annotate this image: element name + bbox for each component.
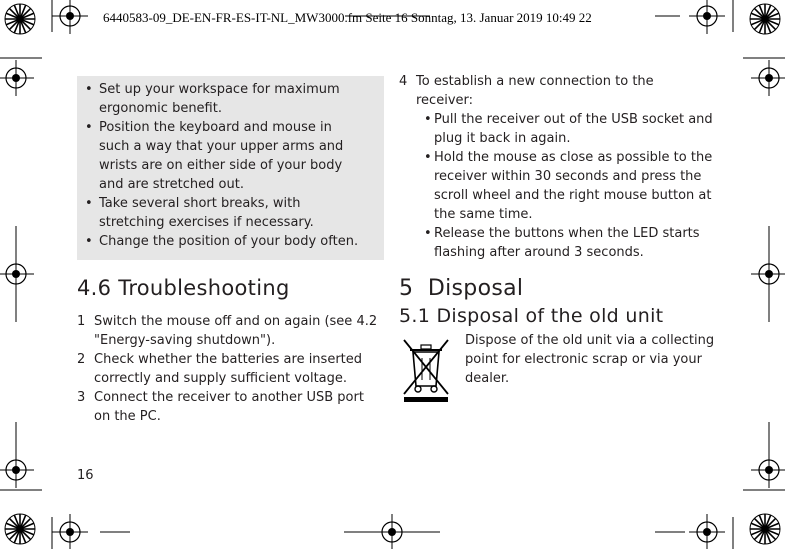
step-number: 4 [399,74,408,89]
step-number: 2 [77,352,86,367]
step-four [399,72,721,262]
page-number: 16 [77,468,94,483]
step-text: Check whether the batteries are inserted correctly and supply sufficient voltage. [94,352,363,386]
list-item [77,350,379,388]
list-item: • Pull the receiver out of the USB socket and plug it back in again. [416,110,714,148]
list-item [77,388,379,426]
step-text: Switch the mouse off and on again (see 4.2 "Energy-saving shutdown"). [94,314,378,348]
step-text: To establish a new connection to the receiver: [416,74,654,108]
ergonomics-tips-box [77,76,384,260]
list-item: • Take several short breaks, with stretching exercises if necessary. [77,194,361,232]
list-item: • Hold the mouse as close as possible to the receiver within 30 seconds and press the scroll wheel and the right mouse button at the same time. [416,148,716,224]
list-item: • Change the position of your body often. [77,232,389,251]
list-item: • Release the buttons when the LED starts flashing after around 3 seconds. [416,224,716,262]
subsection-heading-disposal: 5.1 Disposal of the old unit [399,305,664,327]
step-number: 3 [77,390,86,405]
tips-list [77,80,389,251]
disposal-text: Dispose of the old unit via a collecting point for electronic scrap or via your dealer. [465,333,715,386]
section-heading-disposal: 5 Disposal [399,276,524,301]
step-text: Connect the receiver to another USB port on the PC. [94,390,364,424]
list-item [77,312,379,350]
list-item [399,72,721,262]
step-four-bullets [416,110,721,262]
list-item: • Position the keyboard and mouse in such a way that your upper arms and wrists are on either side of your body and are stretched out. [77,118,361,194]
crossed-out-wheelie-bin-icon [400,336,452,404]
print-header: 6440583-09_DE-EN-FR-ES-IT-NL_MW3000.fm Seite 16 Sonntag, 13. Januar 2019 10:49 22 [103,10,592,25]
section-heading-troubleshooting: 4.6 Troubleshooting [77,276,290,300]
list-item: • Set up your workspace for maximum ergonomic benefit. [77,80,359,118]
troubleshooting-steps [77,312,379,426]
step-number: 1 [77,314,86,329]
